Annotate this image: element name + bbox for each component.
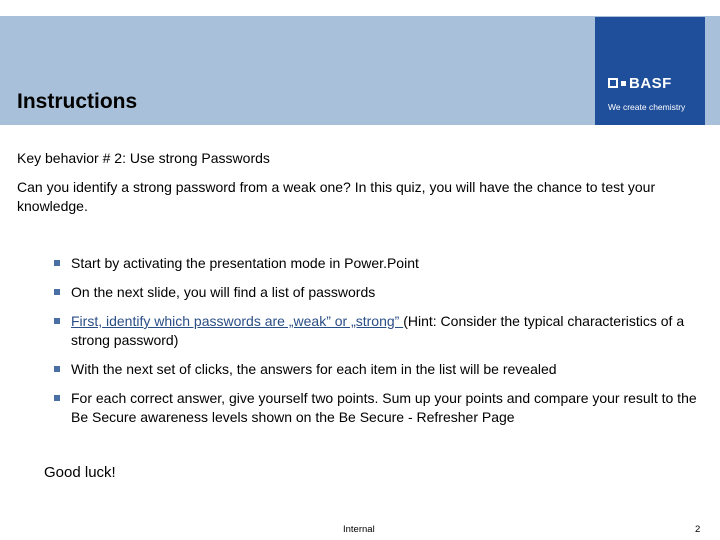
instruction-list [54, 254, 709, 437]
logo-square-icon [608, 78, 618, 88]
basf-logo [595, 17, 705, 125]
hyperlink[interactable]: First, identify which passwords are „weak” or „strong” [71, 313, 404, 329]
list-item: Start by activating the presentation mode in Power.Point [54, 254, 709, 273]
footer-classification: Internal [343, 524, 375, 535]
slide-title: Instructions [17, 90, 138, 113]
list-item: On the next slide, you will find a list of passwords [54, 283, 709, 302]
closing-text: Good luck! [44, 464, 116, 481]
page-number: 2 [695, 524, 701, 535]
list-item: First, identify which passwords are „weak” or „strong” (Hint: Consider the typical characteristics of a strong password) [54, 312, 709, 350]
logo-tagline: We create chemistry [608, 102, 686, 112]
logo-dot-icon [621, 81, 626, 86]
logo-name: BASF [629, 75, 672, 92]
list-item: For each correct answer, give yourself two points. Sum up your points and compare your result to the Be Secure awareness levels shown on the Be Secure - Refresher Page [54, 389, 709, 427]
subtitle: Key behavior # 2: Use strong Passwords [17, 150, 270, 166]
list-item: With the next set of clicks, the answers for each item in the list will be revealed [54, 360, 709, 379]
intro-text: Can you identify a strong password from a weak one? In this quiz, you will have the chance to test your knowledge. [17, 179, 656, 214]
